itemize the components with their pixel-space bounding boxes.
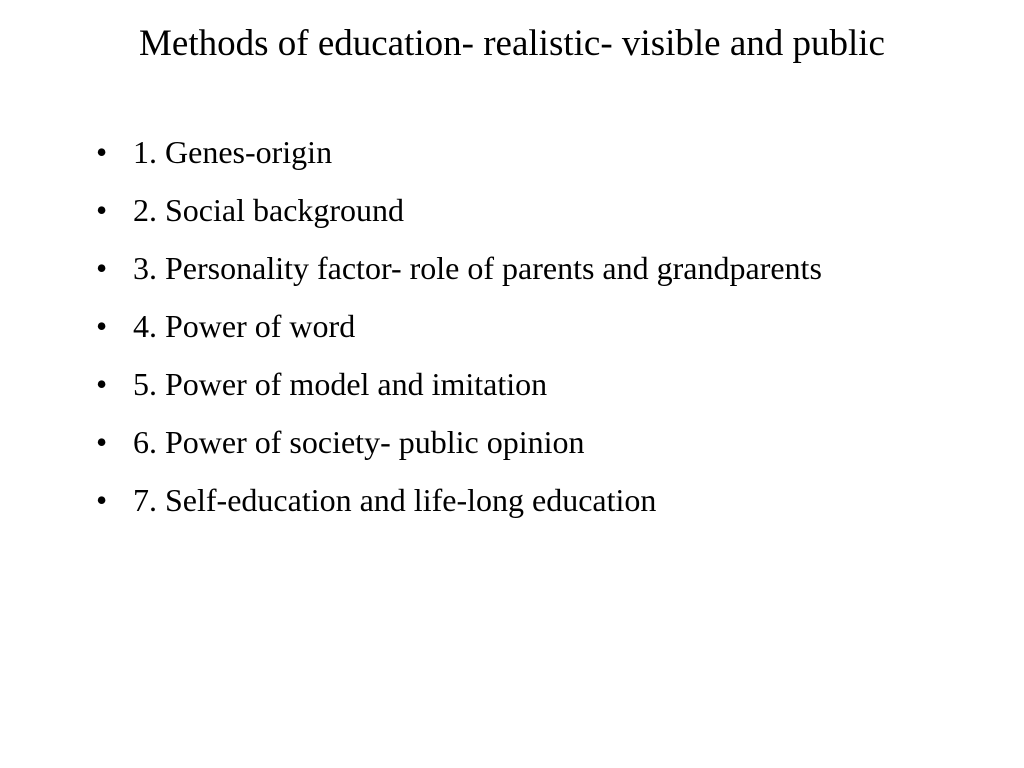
bullet-item-4	[96, 304, 956, 349]
bullet-list	[96, 130, 956, 536]
bullet-text: 1. Genes-origin	[133, 134, 333, 170]
bullet-item-2	[96, 188, 956, 233]
bullet-icon: •	[96, 192, 108, 228]
bullet-icon: •	[96, 308, 108, 344]
bullet-item-5	[96, 362, 956, 407]
bullet-text: 3. Personality factor- role of parents and grandparents	[133, 250, 822, 286]
bullet-item-1	[96, 130, 956, 175]
bullet-icon: •	[96, 482, 108, 518]
bullet-icon: •	[96, 250, 108, 286]
bullet-item-3	[96, 246, 956, 291]
bullet-icon: •	[96, 366, 108, 402]
bullet-text: 4. Power of word	[133, 308, 356, 344]
bullet-item-6	[96, 420, 956, 465]
bullet-text: 6. Power of society- public opinion	[133, 424, 585, 460]
bullet-text: 2. Social background	[133, 192, 405, 228]
bullet-item-7	[96, 478, 956, 523]
bullet-text: 7. Self-education and life-long education	[133, 482, 657, 518]
slide-title: Methods of education- realistic- visible and public	[139, 23, 885, 64]
bullet-icon: •	[96, 134, 108, 170]
bullet-text: 5. Power of model and imitation	[133, 366, 548, 402]
bullet-icon: •	[96, 424, 108, 460]
